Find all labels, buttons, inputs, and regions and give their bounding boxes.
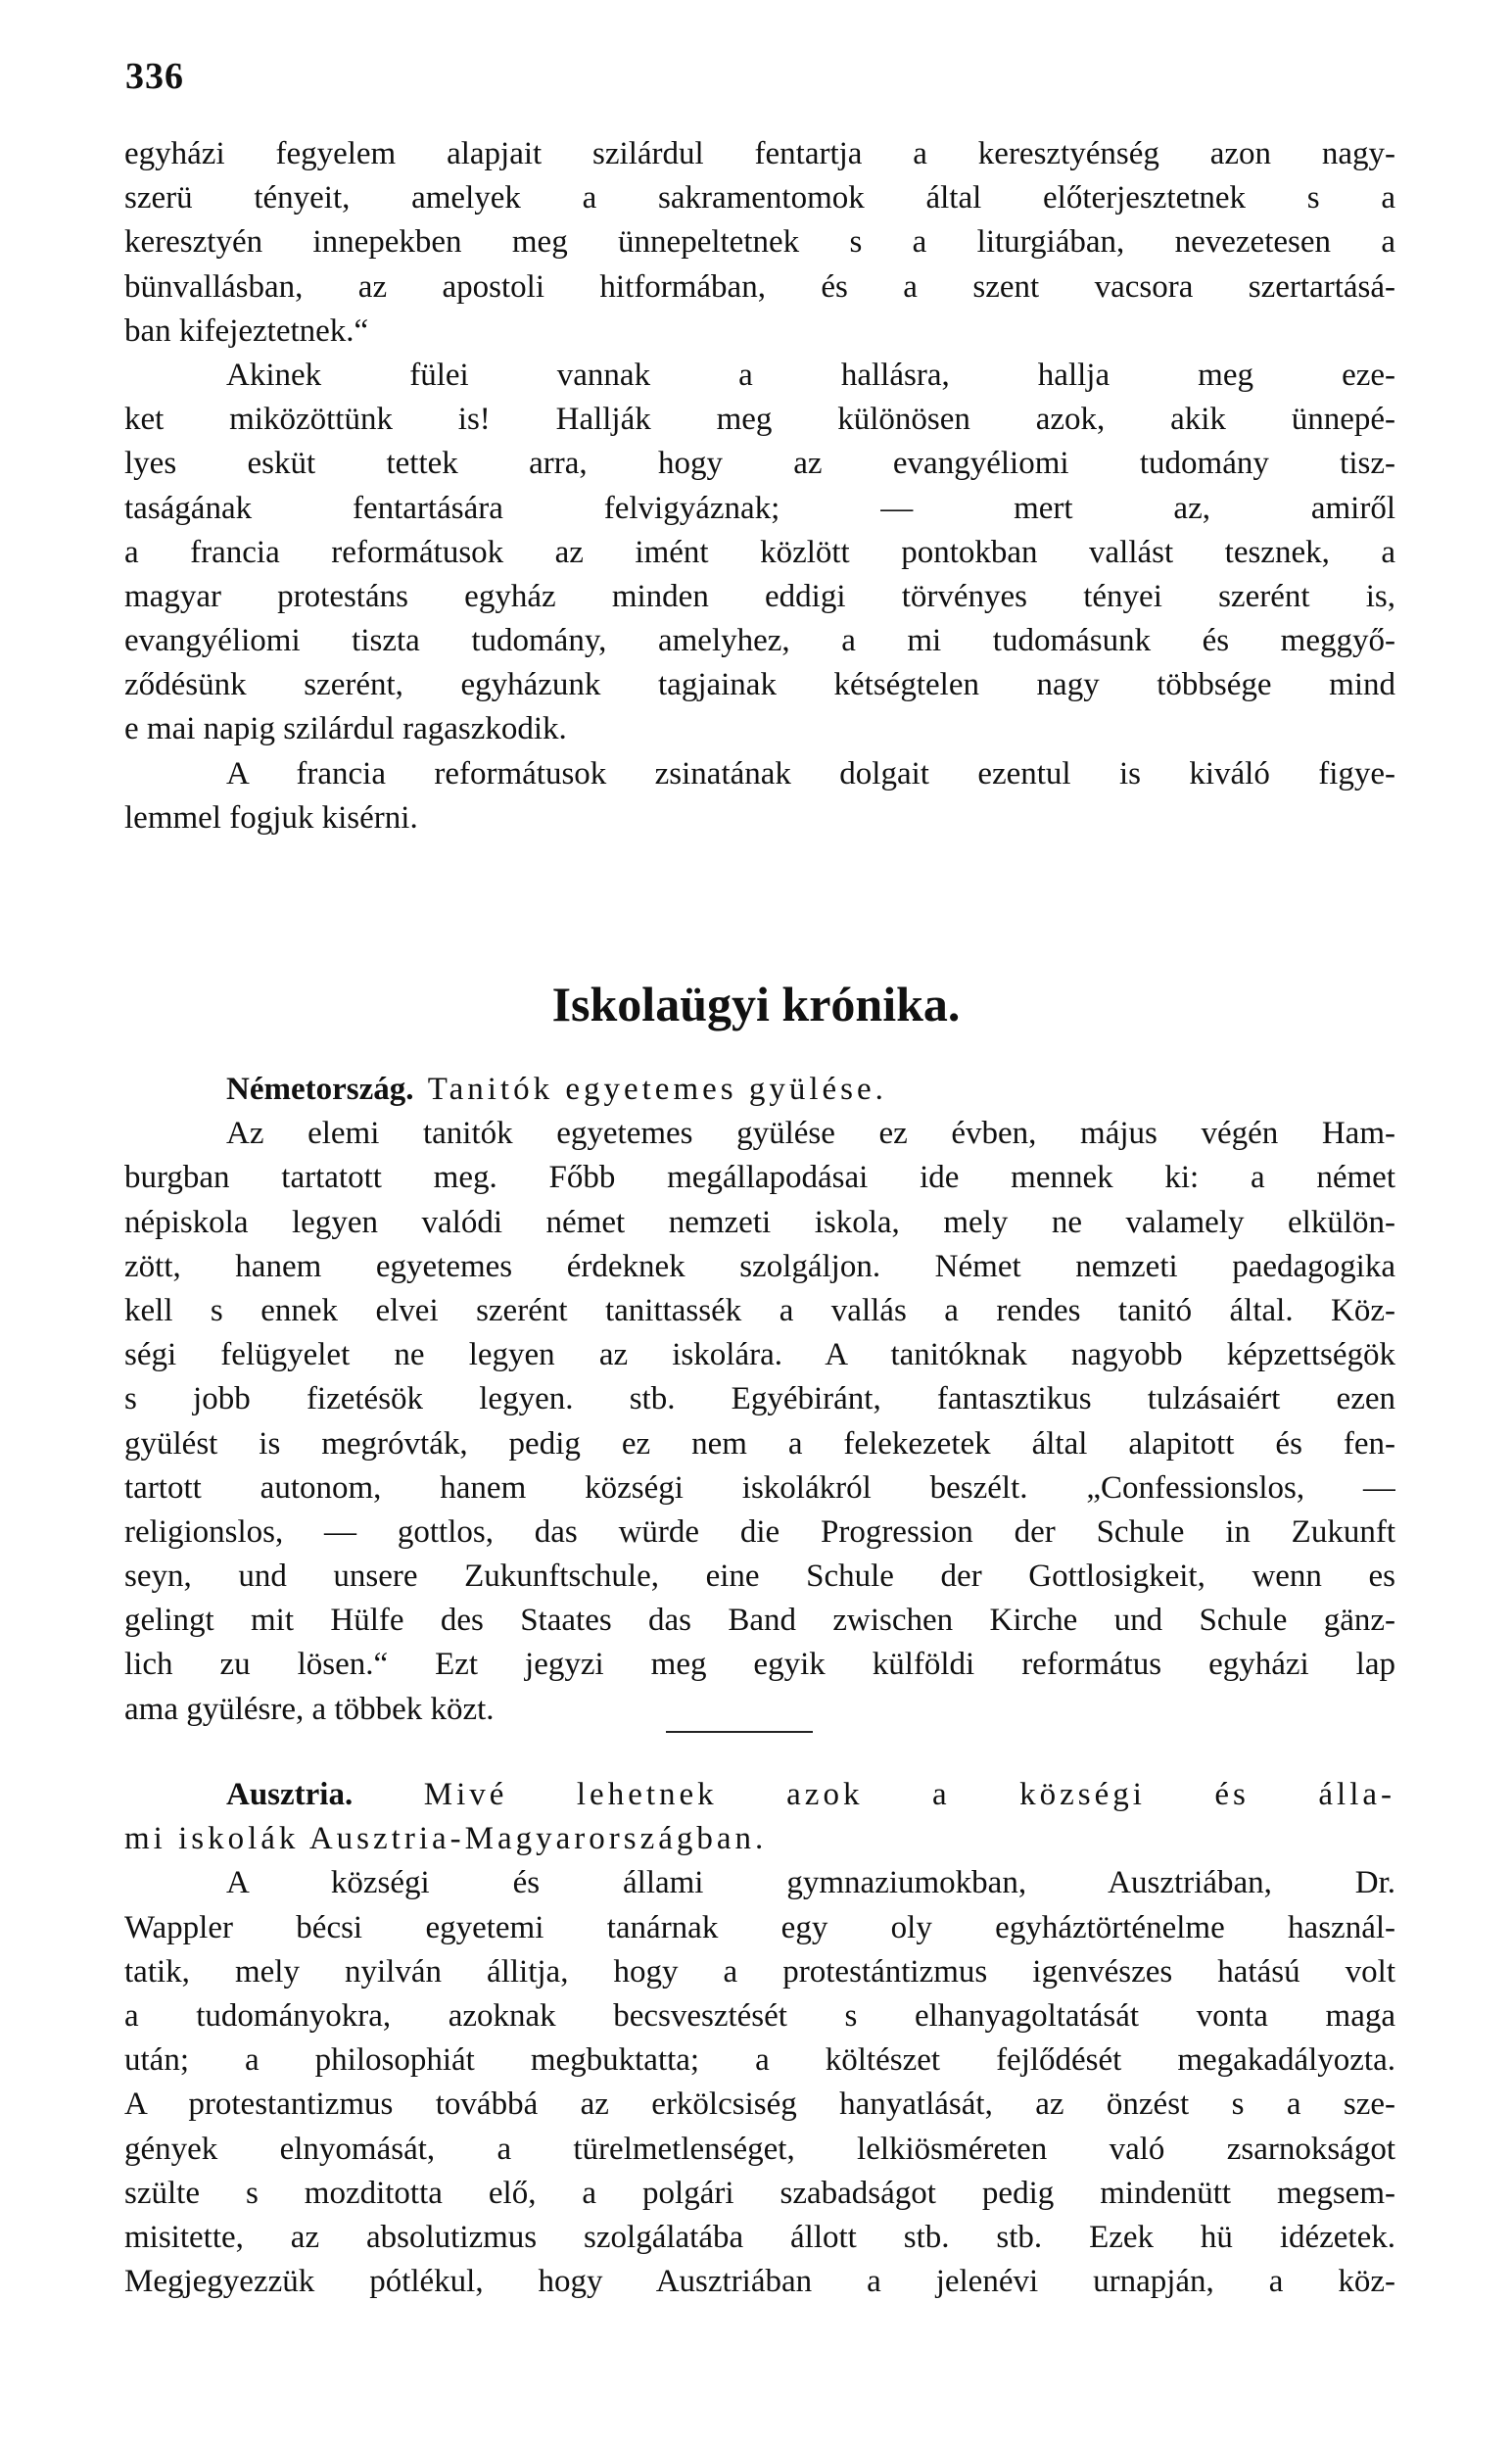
austria-title-line [124,1773,1395,1817]
text-line: bünvallásban, az apostoli hitformában, és a szent vacsora szertartásá- [124,268,1395,305]
text-line: Az elemi tanitók egyetemes gyülése ez évben, május végén Ham- [226,1116,1395,1152]
austria-section [124,1773,1395,2304]
text-line: szerü tényeit, amelyek a sakramentomok által előterjesztetnek s a [124,180,1395,216]
text-line: lyes esküt tettek arra, hogy az evangyéliomi tudomány tisz- [124,446,1395,482]
text-line: lich zu lösen.“ Ezt jegyzi meg egyik külföldi református egyházi lap [124,1647,1395,1683]
page-number: 336 [125,56,184,97]
text-line: A községi és állami gymnaziumokban, Ausztriában, Dr. [226,1865,1395,1901]
text-line: A francia reformátusok zsinatának dolgait ezentul is kiváló figye- [226,755,1395,791]
section-divider [666,1731,813,1733]
text-line: s jobb fizetésök legyen. stb. Egyébiránt, fantasztikus tulzásaiért ezen [124,1381,1395,1417]
text-line: gelingt mit Hülfe des Staates das Band zwischen Kirche und Schule gänz- [124,1603,1395,1639]
text-line: seyn, und unsere Zukunftschule, eine Schule der Gottlosigkeit, wenn es [124,1559,1395,1595]
text-line: ama gyülésre, a többek közt. [124,1691,495,1727]
article-title-continued: mi iskolák Ausztria-Magyarországban. [124,1821,768,1857]
text-line: magyar protestáns egyház minden eddigi törvényes tényei szerént is, [124,578,1395,614]
text-line: után; a philosophiát megbuktatta; a költészet fejlődését megakadályozta. [124,2042,1395,2079]
text-line: a francia reformátusok az imént közlött pontokban vallást tesznek, a [124,534,1395,570]
text-line: misitette, az absolutizmus szolgálatába állott stb. stb. Ezek hü idézetek. [124,2219,1395,2255]
text-line: egyházi fegyelem alapjait szilárdul fentartja a keresztyénség azon nagy- [124,136,1395,171]
text-line: evangyéliomi tiszta tudomány, amelyhez, a mi tudomásunk és meggyő- [124,623,1395,659]
text-line: lemmel fogjuk kisérni. [124,799,418,836]
text-line: ződésünk szerént, egyházunk tagjainak kétségtelen nagy többsége mind [124,667,1395,703]
text-line: A protestantizmus továbbá az erkölcsiség hanyatlását, az önzést s a sze- [124,2086,1395,2123]
text-line: ket miközöttünk is! Hallják meg különösen azok, akik ünnepé- [124,402,1395,438]
text-line: religionslos, — gottlos, das würde die Progression der Schule in Zukunft [124,1513,1395,1550]
germany-title-line [124,1068,1395,1112]
text-line: zött, hanem egyetemes érdeknek szolgáljon. Német nemzeti paedagogika [124,1248,1395,1284]
text-line: ségi felügyelet ne legyen az iskolára. A tanitóknak nagyobb képzettségök [124,1337,1395,1373]
text-line: burgban tartatott meg. Főbb megállapodásai ide mennek ki: a német [124,1160,1395,1196]
text-line: a tudományokra, azoknak becsvesztését s elhanyagoltatását vonta maga [124,1997,1395,2034]
country-name: Németország. [226,1072,414,1107]
text-line: taságának fentartására felvigyáznak; — mert az, amiről [124,490,1395,526]
text-line: Akinek fülei vannak a hallásra, hallja meg eze- [226,357,1395,393]
germany-section [124,1068,1395,1732]
text-line: népiskola legyen valódi német nemzeti iskola, mely ne valamely elkülön- [124,1204,1395,1240]
text-line: keresztyén innepekben meg ünnepeltetnek s a liturgiában, nevezetesen a [124,224,1395,261]
text-line: Megjegyezzük pótlékul, hogy Ausztriában a jelenévi urnapján, a köz- [124,2264,1395,2300]
text-line: ban kifejeztetnek.“ [124,312,369,349]
text-line: gények elnyomását, a türelmetlenséget, lelkiösméreten való zsarnokságot [124,2131,1395,2167]
country-name: Ausztria. [226,1777,354,1812]
section-heading: Iskolaügyi krónika. [551,977,961,1031]
text-line: tatik, mely nyilván állitja, hogy a protestántizmus igenvészes hatású volt [124,1953,1395,1990]
text-line: szülte s mozditotta elő, a polgári szabadságot pedig mindenütt megsem- [124,2175,1395,2211]
text-line: kell s ennek elvei szerént tanittassék a vallás a rendes tanitó által. Köz- [124,1292,1395,1328]
opening-paragraphs [124,132,1395,840]
text-line: e mai napig szilárdul ragaszkodik. [124,711,567,747]
text-line: tartott autonom, hanem községi iskolákról beszélt. „Confessionslos, — [124,1469,1395,1506]
text-line: gyülést is megróvták, pedig ez nem a felekezetek által alapitott és fen- [124,1425,1395,1462]
text-line: Wappler bécsi egyetemi tanárnak egy oly egyháztörténelme használ- [124,1909,1395,1945]
article-title: Mivé lehetnek azok a községi és álla- [423,1777,1395,1812]
article-title: Tanitók egyetemes gyülése. [427,1072,887,1107]
